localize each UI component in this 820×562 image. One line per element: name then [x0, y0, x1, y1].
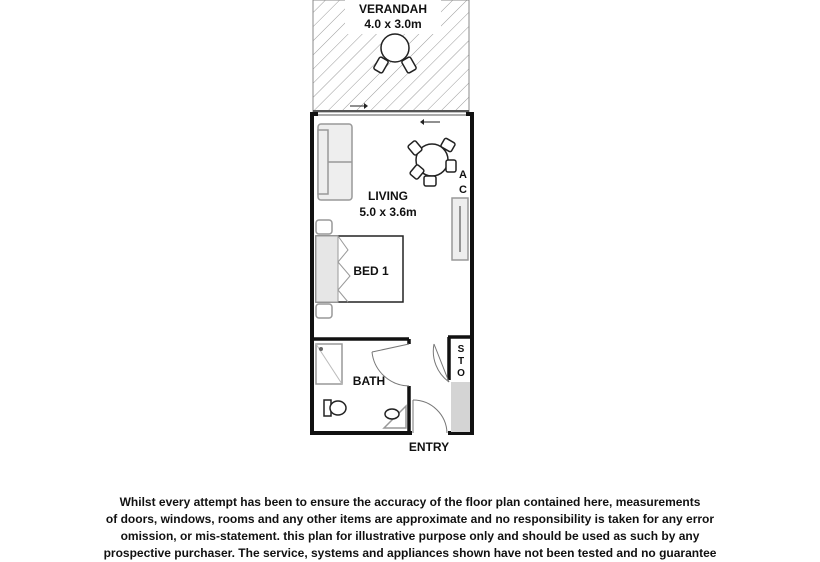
sto-t: T [457, 356, 465, 367]
verandah-name: VERANDAH [358, 2, 428, 16]
tv-unit [452, 198, 468, 260]
dining-table-set [407, 138, 456, 186]
verandah-size: 4.0 x 3.0m [364, 17, 422, 31]
living-size: 5.0 x 3.6m [359, 205, 417, 219]
bath-name: BATH [352, 374, 386, 388]
sto-door [433, 344, 449, 382]
storage-cupboard [448, 337, 472, 432]
sto-s: S [457, 344, 465, 355]
sofa [318, 124, 352, 200]
entry-door [413, 400, 447, 433]
disclaimer-line: prospective purchaser. The service, systems and appliances shown have not been tested and no guarantee [103, 546, 717, 560]
verandah-area [313, 0, 469, 112]
ac-label-c: C [459, 184, 467, 196]
disclaimer-line: of doors, windows, rooms and any other items are approximate and no responsibility is taken for any error [105, 512, 715, 526]
living-name: LIVING [367, 189, 409, 203]
toilet [324, 400, 346, 416]
sto-o: O [457, 368, 465, 379]
entry-label: ENTRY [408, 440, 450, 454]
disclaimer-line: Whilst every attempt has been to ensure the accuracy of the floor plan contained here, measurements [119, 495, 701, 509]
shower [316, 344, 342, 384]
disclaimer [0, 494, 820, 562]
disclaimer-line: omission, or mis-statement. this plan for illustrative purpose only and should be used as such by any [120, 529, 700, 543]
bed1-name: BED 1 [353, 264, 389, 278]
ac-label-a: A [459, 169, 467, 181]
vanity-basin [384, 406, 406, 428]
